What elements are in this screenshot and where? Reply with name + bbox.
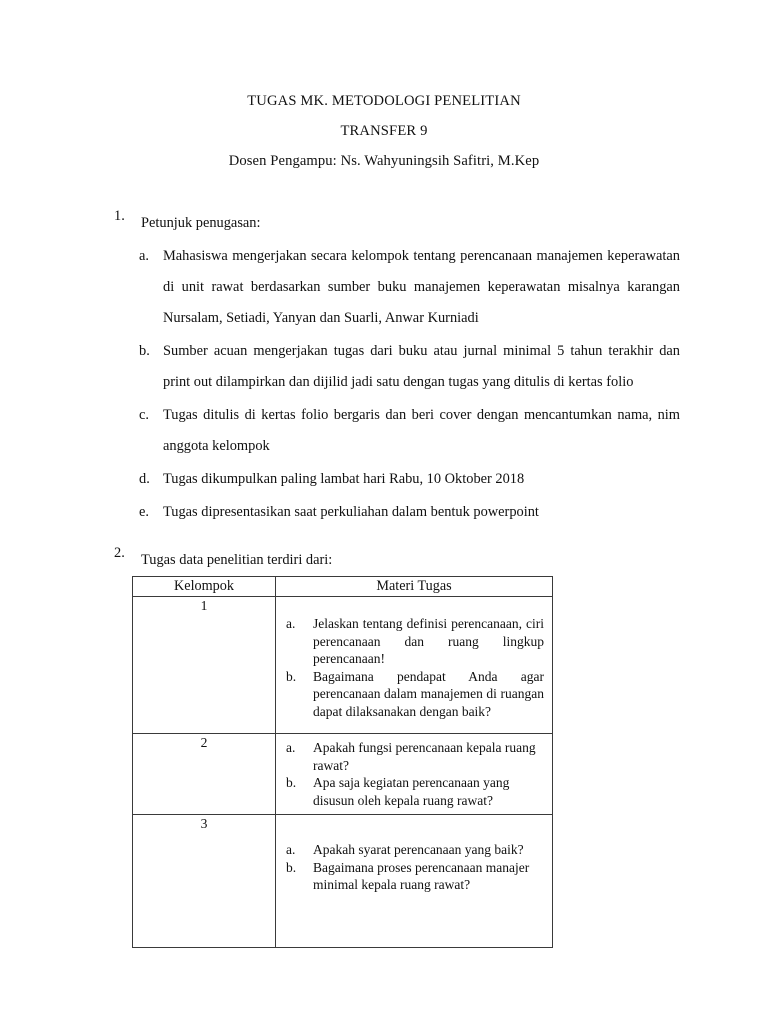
list-item-1-text: Petunjuk penugasan: (141, 215, 261, 231)
table-question-marker: b. (286, 668, 297, 684)
table-question-text: Jelaskan tentang definisi perencanaan, ciri perencanaan dan ruang lingkup perencanaan! (313, 616, 544, 666)
table-question-text: Bagaimana pendapat Anda agar perencanaan dalam manajemen di ruangan dapat dilaksanakan dengan baik? (313, 668, 544, 719)
cell-kelompok-2: 2 (133, 734, 276, 815)
sublist-item-e-text: Tugas dipresentasikan saat perkuliahan dalam bentuk powerpoint (163, 504, 539, 520)
heading-line-title: TUGAS MK. METODOLOGI PENELITIAN (247, 93, 521, 109)
sublist-item-a (108, 241, 680, 334)
table-question-item (283, 859, 544, 894)
table-question-marker: a. (286, 616, 296, 631)
table-header-materi: Materi Tugas (276, 577, 553, 597)
table-question-marker: b. (286, 859, 297, 875)
cell-kelompok-3: 3 (133, 815, 276, 948)
list-item-2 (108, 545, 680, 576)
sublist-item-e (108, 497, 680, 528)
sublist-item-c-text: Tugas ditulis di kertas folio bergaris dan beri cover dengan mencantumkan nama, nim anggota kelompok (163, 407, 680, 454)
document-heading (90, 86, 678, 176)
sublist-marker-a: a. (139, 248, 149, 264)
table-question-text: Bagaimana proses perencanaan manajer minimal kepala ruang rawat? (313, 859, 530, 892)
instructions-list (108, 208, 680, 576)
list-marker-2: 2. (114, 545, 125, 561)
table-question-marker: a. (286, 740, 296, 755)
sublist-marker-d: d. (139, 471, 150, 487)
heading-line-lecturer: Dosen Pengampu: Ns. Wahyuningsih Safitri, M.Kep (228, 153, 540, 169)
table-header-kelompok: Kelompok (133, 577, 276, 597)
table-question-item (283, 668, 544, 721)
table-row (133, 734, 553, 815)
table-question-text: Apakah fungsi perencanaan kepala ruang rawat? (313, 740, 536, 773)
list-item-1 (108, 208, 680, 239)
table-question-text: Apa saja kegiatan perencanaan yang disusun oleh kepala ruang rawat? (313, 775, 510, 808)
table-row (133, 815, 553, 948)
table-question-marker: b. (286, 775, 297, 790)
table-header-row (133, 577, 553, 597)
sublist-marker-c: c. (139, 407, 149, 423)
sublist-item-b-text: Sumber acuan mengerjakan tugas dari buku atau jurnal minimal 5 tahun terakhir dan print out dilampirkan dan dijilid jadi satu dengan tugas yang ditulis di kertas folio (163, 343, 680, 390)
tugas-table (132, 576, 553, 948)
cell-kelompok-1: 1 (133, 597, 276, 734)
table-question-text: Apakah syarat perencanaan yang baik? (313, 842, 524, 857)
sublist-marker-b: b. (139, 343, 150, 359)
table-question-item (283, 739, 544, 774)
sublist-item-d-text: Tugas dikumpulkan paling lambat hari Rabu, 10 Oktober 2018 (163, 471, 525, 487)
list-marker-1: 1. (114, 208, 125, 224)
sublist-1 (108, 241, 680, 528)
cell-materi-1 (276, 597, 553, 734)
list-item-2-text: Tugas data penelitian terdiri dari: (141, 552, 333, 568)
sublist-item-c (108, 400, 680, 462)
sublist-item-b (108, 336, 680, 398)
tugas-table-wrap (132, 576, 552, 948)
sublist-marker-e: e. (139, 504, 149, 520)
table-question-item (283, 841, 544, 859)
sublist-item-a-text: Mahasiswa mengerjakan secara kelompok tentang perencanaan manajemen keperawatan di unit rawat berdasarkan sumber buku manajemen keperawatan misalnya karangan Nursalam, Setiadi, Yanyan dan Suarli, Anwar Kurniadi (163, 248, 680, 326)
table-question-item (283, 615, 544, 668)
table-question-item (283, 774, 544, 809)
table-question-marker: a. (286, 842, 296, 857)
cell-materi-3 (276, 815, 553, 948)
heading-line-transfer: TRANSFER 9 (340, 123, 428, 139)
sublist-item-d (108, 464, 680, 495)
cell-materi-2 (276, 734, 553, 815)
table-row (133, 597, 553, 734)
